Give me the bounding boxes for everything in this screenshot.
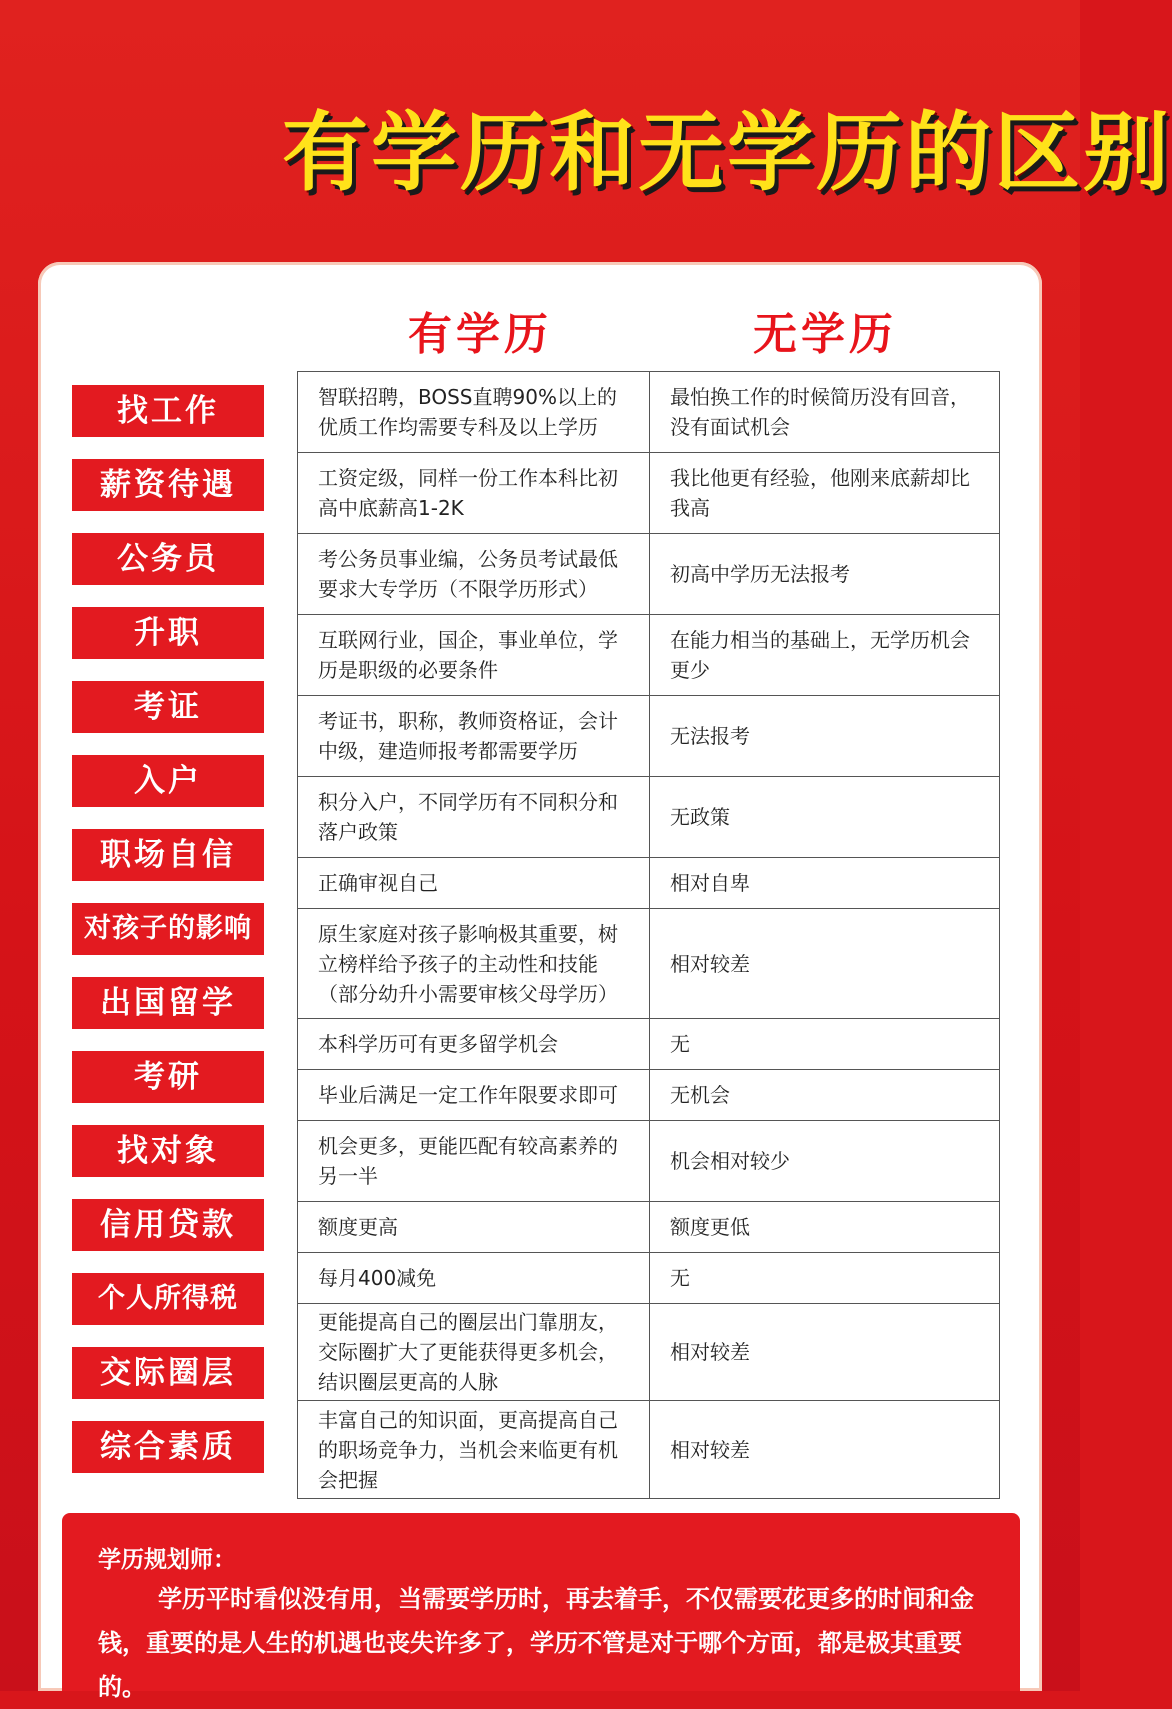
category-label: 入户 (72, 755, 264, 807)
category-label: 找工作 (72, 385, 264, 437)
without-degree-cell: 相对自卑 (670, 871, 750, 895)
with-degree-cell: 工资定级，同样一份工作本科比初高中底薪高1-2K (298, 453, 650, 533)
without-degree-cell: 额度更低 (670, 1215, 750, 1239)
with-degree-cell: 互联网行业，国企，事业单位，学历是职级的必要条件 (298, 615, 650, 695)
table-row (298, 534, 999, 615)
without-degree-cell: 初高中学历无法报考 (670, 562, 850, 586)
with-degree-cell: 积分入户，不同学历有不同积分和落户政策 (298, 777, 650, 857)
without-degree-cell: 机会相对较少 (670, 1149, 790, 1173)
category-label: 个人所得税 (72, 1273, 264, 1325)
category-label: 信用贷款 (72, 1199, 264, 1251)
table-row (298, 1304, 999, 1401)
category-label: 综合素质 (72, 1421, 264, 1473)
column-header-without-degree: 无学历 (753, 309, 897, 360)
page-title: 有学历和无学历的区别 (282, 103, 1172, 203)
table-row (298, 696, 999, 777)
table-row (298, 909, 999, 1019)
with-degree-cell: 机会更多，更能匹配有较高素养的另一半 (298, 1121, 650, 1201)
without-degree-cell: 在能力相当的基础上，无学历机会更少 (670, 628, 970, 682)
table-row (298, 1070, 999, 1121)
with-degree-cell: 毕业后满足一定工作年限要求即可 (298, 1070, 650, 1120)
with-degree-cell: 更能提高自己的圈层出门靠朋友，交际圈扩大了更能获得更多机会，结识圈层更高的人脉 (298, 1304, 650, 1400)
with-degree-cell: 正确审视自己 (298, 858, 650, 908)
note-text: 学历平时看似没有用，当需要学历时，再去着手，不仅需要花更多的时间和金钱，重要的是人生的机遇也丧失许多了，学历不管是对于哪个方面，都是极其重要的。 (98, 1585, 974, 1701)
table-row (298, 1202, 999, 1253)
without-degree-cell: 我比他更有经验，他刚来底薪却比我高 (670, 466, 970, 520)
category-label: 考研 (72, 1051, 264, 1103)
with-degree-cell: 原生家庭对孩子影响极其重要，树立榜样给予孩子的主动性和技能（部分幼升小需要审核父母学历） (298, 909, 650, 1018)
without-degree-cell: 相对较差 (670, 1437, 750, 1462)
table-row (298, 372, 999, 453)
with-degree-cell: 丰富自己的知识面，更高提高自己的职场竞争力，当机会来临更有机会把握 (298, 1401, 650, 1498)
category-label: 找对象 (72, 1125, 264, 1177)
without-degree-cell: 相对较差 (670, 1340, 750, 1364)
comparison-table (297, 371, 1000, 1499)
without-degree-cell: 最怕换工作的时候简历没有回音，没有面试机会 (670, 385, 970, 439)
without-degree-cell: 相对较差 (670, 951, 750, 976)
table-row (298, 1401, 999, 1498)
without-degree-cell: 无 (670, 1266, 690, 1290)
without-degree-cell: 无政策 (670, 805, 730, 829)
category-label: 出国留学 (72, 977, 264, 1029)
table-row (298, 615, 999, 696)
with-degree-cell: 额度更高 (298, 1202, 650, 1252)
table-row (298, 1121, 999, 1202)
with-degree-cell: 每月400减免 (298, 1253, 650, 1303)
table-row (298, 1019, 999, 1070)
without-degree-cell: 无 (670, 1032, 690, 1056)
planner-note (62, 1513, 1020, 1701)
table-row (298, 1253, 999, 1304)
table-row (298, 858, 999, 909)
category-label: 考证 (72, 681, 264, 733)
category-label: 升职 (72, 607, 264, 659)
category-label: 薪资待遇 (72, 459, 264, 511)
column-header-with-degree: 有学历 (408, 309, 552, 360)
with-degree-cell: 智联招聘，BOSS直聘90%以上的优质工作均需要专科及以上学历 (298, 372, 650, 452)
without-degree-cell: 无法报考 (670, 724, 750, 748)
note-title: 学历规划师： (98, 1547, 236, 1573)
category-label: 交际圈层 (72, 1347, 264, 1399)
without-degree-cell: 无机会 (670, 1083, 730, 1107)
category-label: 职场自信 (72, 829, 264, 881)
with-degree-cell: 本科学历可有更多留学机会 (298, 1019, 650, 1069)
with-degree-cell: 考证书，职称，教师资格证，会计中级，建造师报考都需要学历 (298, 696, 650, 776)
table-row (298, 453, 999, 534)
category-label: 对孩子的影响 (72, 903, 264, 955)
with-degree-cell: 考公务员事业编，公务员考试最低要求大专学历（不限学历形式） (298, 534, 650, 614)
category-label: 公务员 (72, 533, 264, 585)
table-row (298, 777, 999, 858)
